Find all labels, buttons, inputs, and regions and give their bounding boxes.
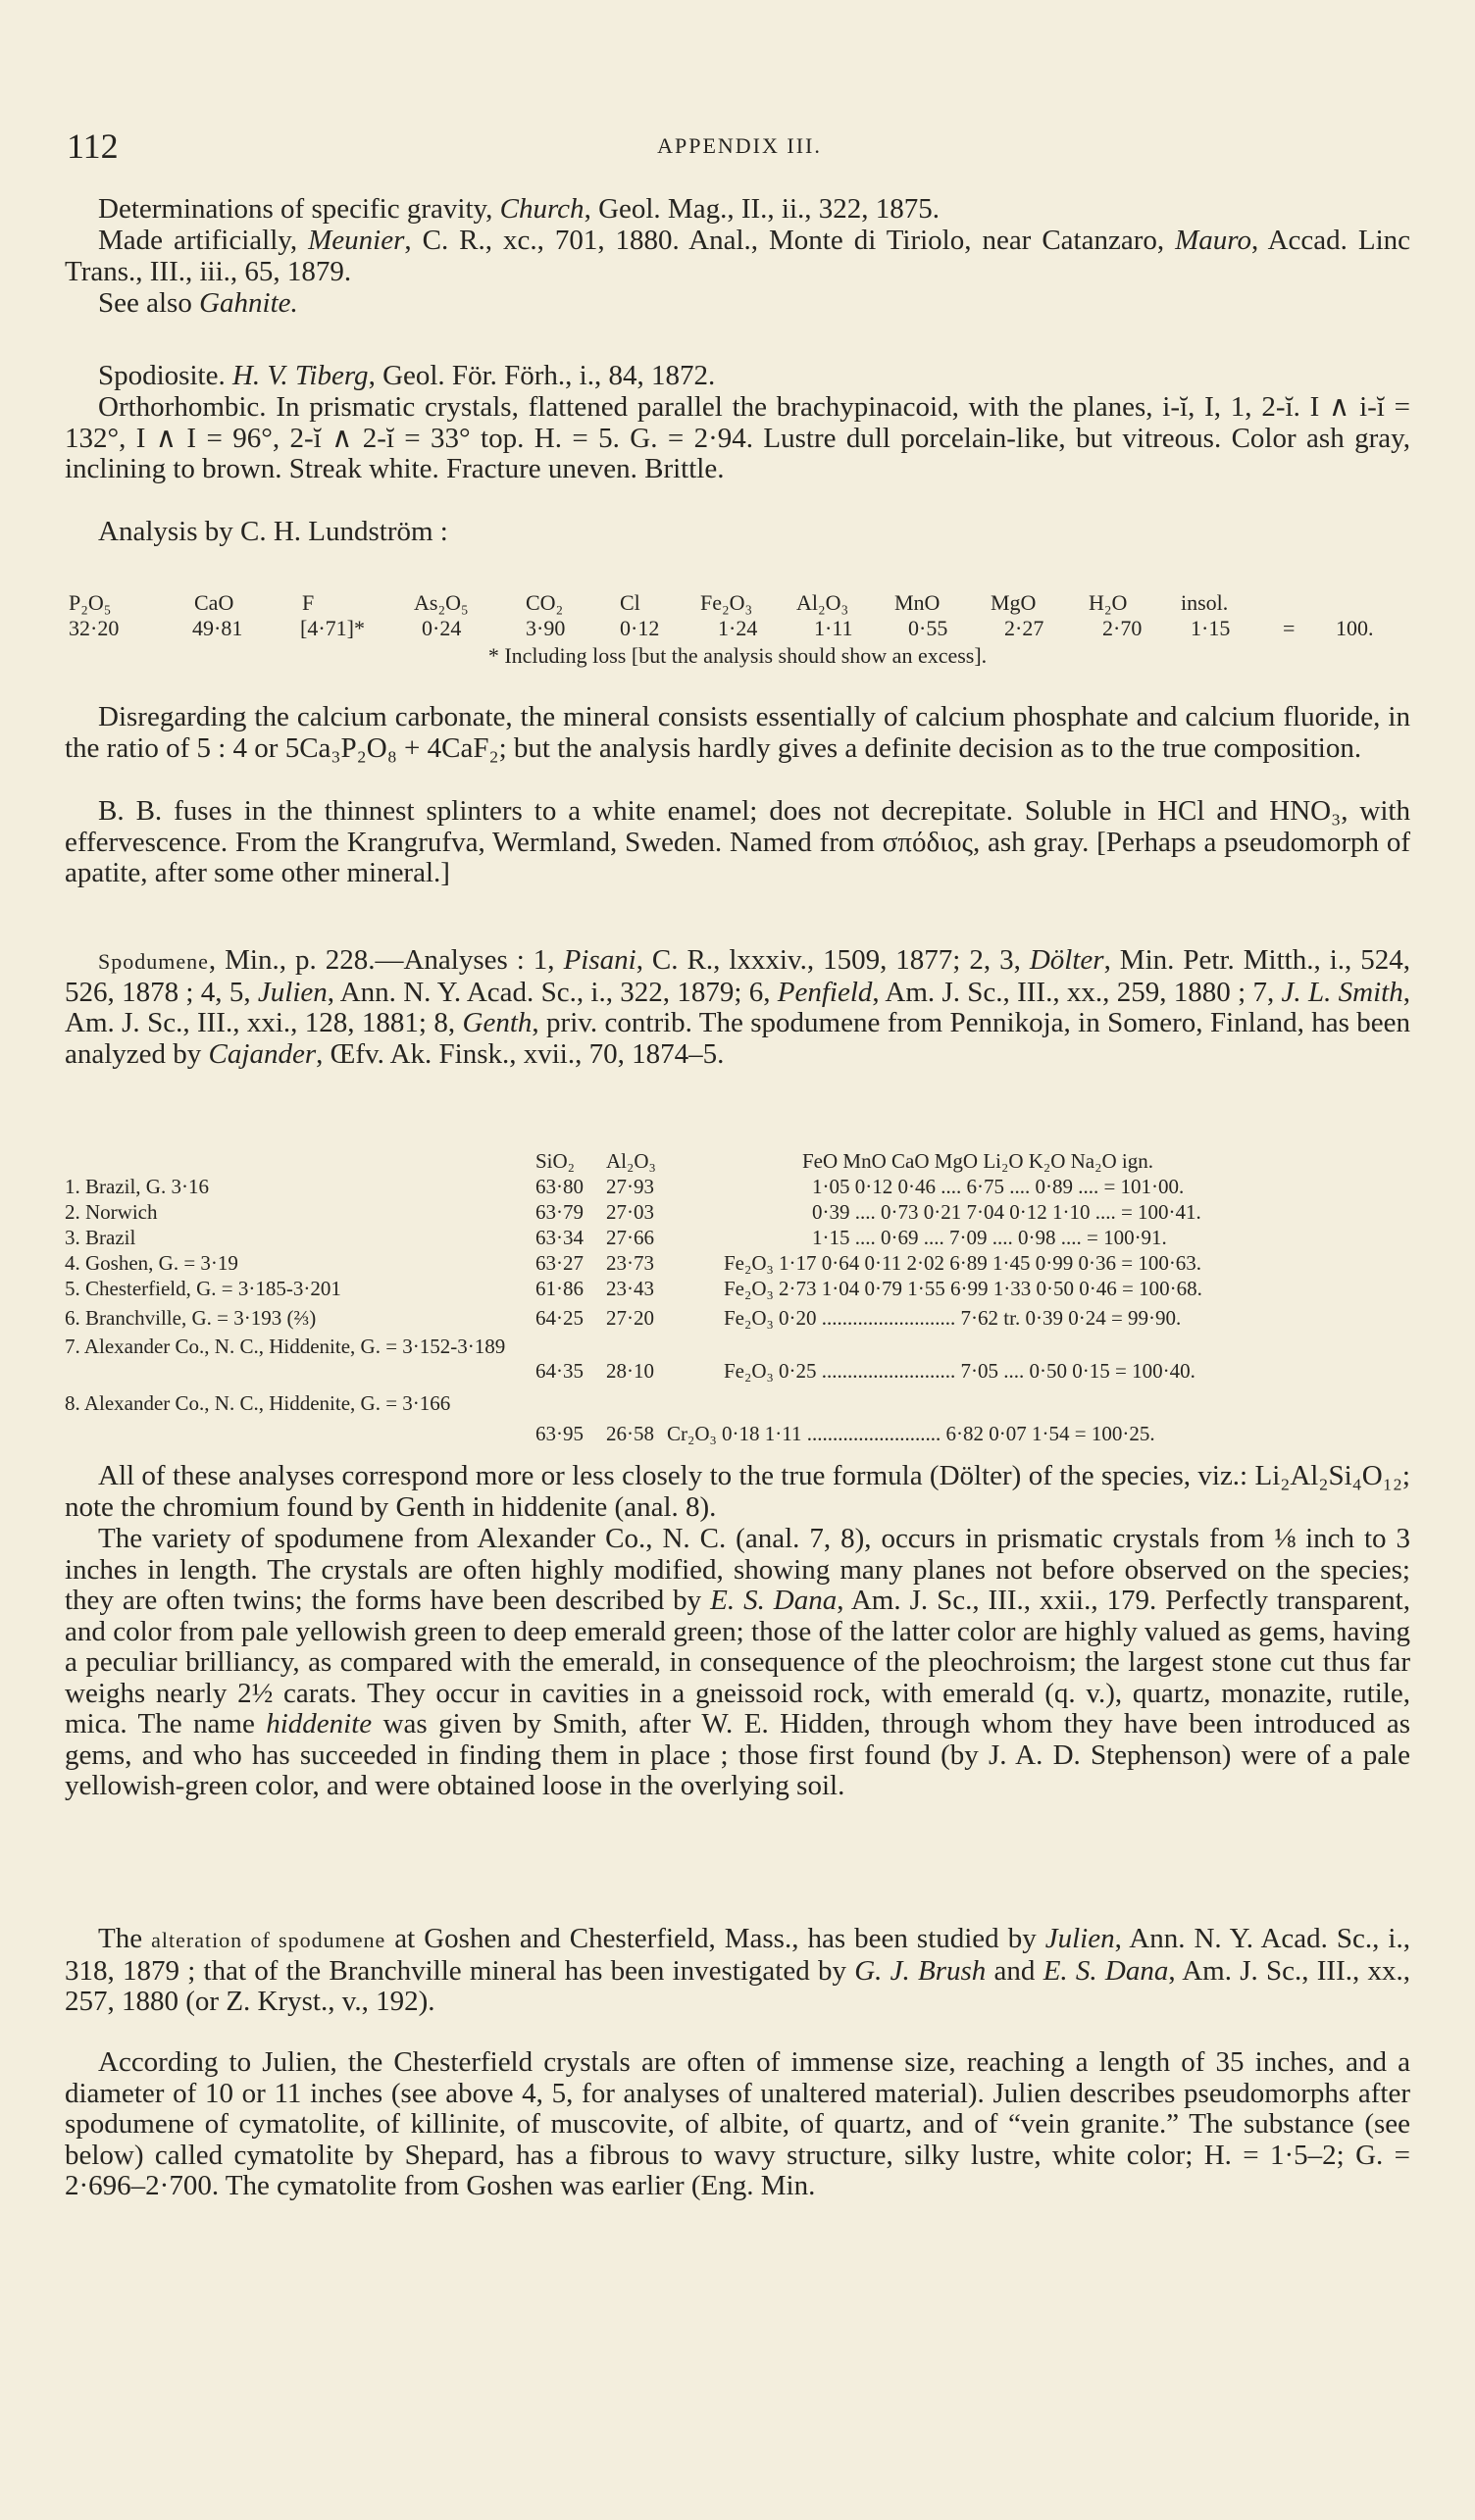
spodiosite-analysis-by: Analysis by C. H. Lundström : — [98, 516, 448, 547]
blowpipe-paragraph: B. B. fuses in the thinnest splinters to a white enamel; does not decrepitate. Soluble in HCl and HNO₃, with effervescence. From the Krangrufva, Wermland, Sweden. Named from σπόδιος, ash gray. [Perhaps a pseudomorph of apatite, after some other mineral.] — [65, 795, 1410, 888]
table-row: 4. Goshen, G. = 3·19 63·27 23·73 Fe₂O₃ 1·17 0·64 0·11 2·02 6·89 1·45 0·99 0·36 = 100·63. — [65, 1251, 1202, 1275]
alteration-paragraph: The alteration of spodumene at Goshen and Chesterfield, Mass., has been studied by Julien, Ann. N. Y. Acad. Sc., i., 318, 1879 ; that of the Branchville mineral has been investigated by G. J. Brush and E. S. Dana, Am. J. Sc., III., xx., 257, 1880 (or Z. Kryst., v., 192). — [65, 1923, 1410, 2017]
spodumene-table-header: SiO₂ Al₂O₃ FeO MnO CaO MgO Li₂O K₂O Na₂O ign. — [535, 1149, 1153, 1173]
specific-gravity-paragraph: Determinations of specific gravity, Church, Geol. Mag., II., ii., 322, 1875. — [98, 193, 941, 225]
page-header — [67, 126, 1412, 165]
spodiosite-table-header: P₂O₅ CaO F As₂O₅ CO₂ Cl Fe₂O₃ Al₂O₃ MnO MgO H₂O insol. — [69, 590, 1229, 615]
table-row: 6. Branchville, G. = 3·193 (⅔) 64·25 27·20 Fe₂O₃ 0·20 .......................... 7·62 tr. 0·39 0·24 = 99·90. — [65, 1306, 1182, 1330]
table-row: 3. Brazil 63·34 27·66 1·15 .... 0·69 .... 7·09 .... 0·98 .... = 100·91. — [65, 1226, 1167, 1249]
spodiosite-table-values: 32·20 49·81 [4·71]* 0·24 3·90 0·12 1·24 1·11 0·55 2·27 2·70 1·15 = 100. — [69, 616, 1374, 640]
see-also-paragraph: See also Gahnite. — [98, 287, 298, 319]
table-row: 8. Alexander Co., N. C., Hiddenite, G. = 3·166 63·95 26·58 Cr₂O₃ 0·18 1·11 .......................... 6·82 0·07 1·54 = 100·25. — [65, 1391, 1155, 1445]
spodiosite-heading: Spodiosite. H. V. Tiberg, Geol. För. Förh., i., 84, 1872. — [98, 360, 716, 391]
table-row: 1. Brazil, G. 3·16 63·80 27·93 1·05 0·12 0·46 .... 6·75 .... 0·89 .... = 101·00. — [65, 1175, 1185, 1198]
according-paragraph: According to Julien, the Chesterfield crystals are often of immense size, reaching a length of 35 inches, and a diameter of 10 or 11 inches (see above 4, 5, for analyses of unaltered material). Julien describes pseudomorphs after spodumene of cymatolite, of killinite, of muscovite, of albite, of quartz, and of “vein granite.” The substance (see below) called cymatolite by Shepard, has a fibrous to wavy structure, silky lustre, white color; H. = 1·5–2; G. = 2·696–2·700. The cymatolite from Goshen was earlier (Eng. Min. — [65, 2046, 1410, 2201]
disregarding-paragraph: Disregarding the calcium carbonate, the mineral consists essentially of calcium phosphate and calcium fluoride, in the ratio of 5 : 4 or 5Ca₃P₂O₈ + 4CaF₂; but the analysis hardly gives a definite decision as to the true composition. — [65, 701, 1410, 764]
table-row: 2. Norwich 63·79 27·03 0·39 .... 0·73 0·21 7·04 0·12 1·10 .... = 100·41. — [65, 1200, 1201, 1224]
table-row: 7. Alexander Co., N. C., Hiddenite, G. = 3·152-3·189 64·35 28·10 Fe₂O₃ 0·25 .......................... 7·05 .... 0·50 0·15 = 100·40. — [65, 1335, 1195, 1383]
table-row: 5. Chesterfield, G. = 3·185-3·201 61·86 23·43 Fe₂O₃ 2·73 1·04 0·79 1·55 6·99 1·33 0·50 0·46 = 100·68. — [65, 1277, 1202, 1300]
artificial-paragraph: Made artificially, Meunier, C. R., xc., 701, 1880. Anal., Monte di Tiriolo, near Catanzaro, Mauro, Accad. Linc Trans., III., iii., 65, 1879. — [65, 225, 1411, 287]
spodiosite-footnote: * Including loss [but the analysis should show an excess]. — [487, 643, 988, 668]
spodiosite-description: Orthorhombic. In prismatic crystals, flattened parallel the brachypinacoid, with the planes, i-ĭ, I, 1, 2-ĭ. I ∧ i-ĭ = 132°, I ∧ I = 96°, 2-ĭ ∧ 2-ĭ = 33° top. H. = 5. G. = 2·94. Lustre dull porcelain-like, but vitreous. Color ash gray, inclining to brown. Streak white. Fracture uneven. Brittle. — [65, 391, 1410, 484]
page-number: 112 — [67, 126, 119, 166]
formula-paragraph: All of these analyses correspond more or less closely to the true formula (Dölter) of the species, viz.: Li₂Al₂Si₄O₁₂; note the chromium found by Genth in hiddenite (anal. 8). — [65, 1460, 1410, 1523]
spodumene-paragraph: Spodumene, Min., p. 228.—Analyses : 1, Pisani, C. R., lxxxiv., 1509, 1877; 2, 3, Dölter, Min. Petr. Mitth., i., 524, 526, 1878 ; 4, 5, Julien, Ann. N. Y. Acad. Sc., i., 322, 1879; 6, Penfield, Am. J. Sc., III., xx., 259, 1880 ; 7, J. L. Smith, Am. J. Sc., III., xxi., 128, 1881; 8, Genth, priv. contrib. The spodumene from Pennikoja, in Somero, Finland, has been analyzed by Cajander, Œfv. Ak. Finsk., xvii., 70, 1874–5. — [65, 944, 1411, 1070]
variety-paragraph: The variety of spodumene from Alexander Co., N. C. (anal. 7, 8), occurs in prismatic crystals from ⅛ inch to 3 inches in length. The crystals are often highly modified, showing many planes not before observed on the species; they are often twins; the forms have been described by E. S. Dana, Am. J. Sc., III., xxii., 179. Perfectly transparent, and color from pale yellowish green to deep emerald green; those of the latter color are highly valued as gems, having a peculiar brilliancy, as compared with the emerald, in consequence of the pleochroism; the largest stone cut thus far weighs nearly 2½ carats. They occur in cavities in a gneissoid rock, with emerald (q. v.), quartz, monazite, rutile, mica. The name hiddenite was given by Smith, after W. E. Hidden, through whom they have been introduced as gems, and who has succeeded in finding them in place ; those first found (by J. A. D. Stephenson) were of a pale yellowish-green color, and were obtained loose in the overlying soil. — [65, 1523, 1410, 1801]
running-title: APPENDIX III. — [657, 133, 822, 158]
